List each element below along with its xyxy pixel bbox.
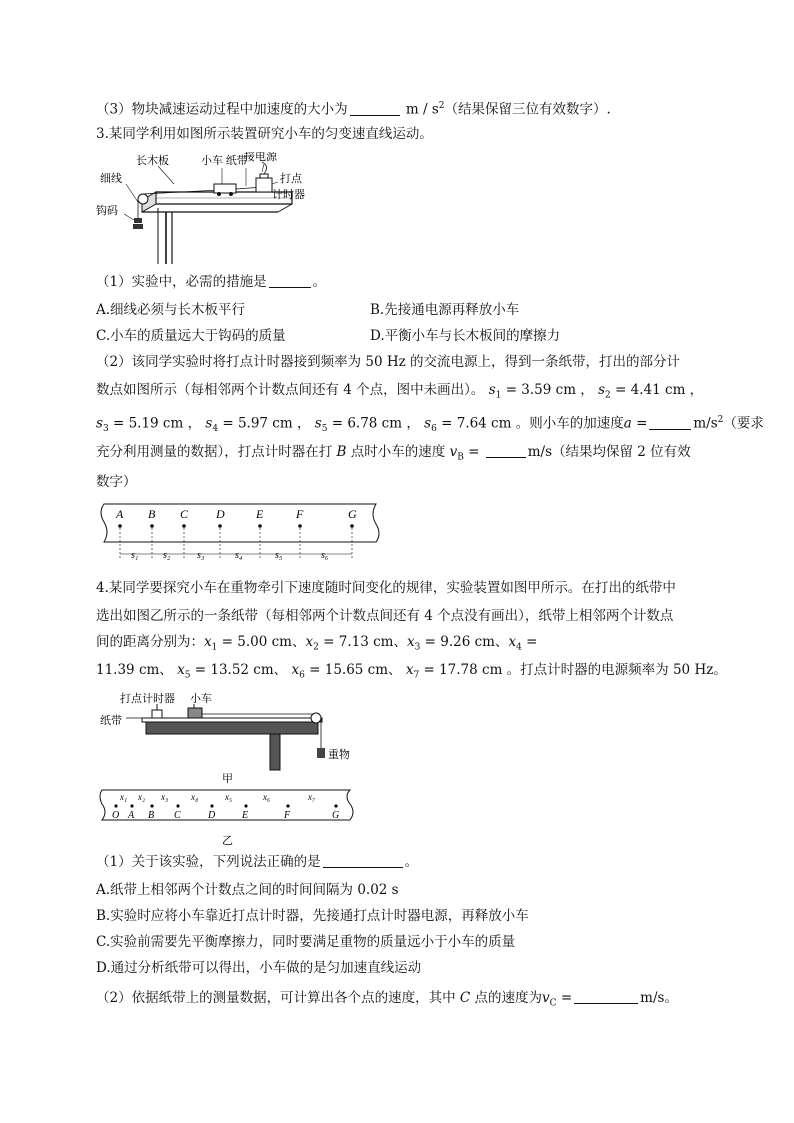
label-yi: 乙: [222, 835, 233, 847]
segment-label: s₄: [235, 550, 243, 561]
label-jia: 甲: [222, 773, 233, 784]
problem4-tape-figure: [98, 786, 358, 850]
tape-point-label: B: [148, 507, 156, 521]
tape-dot: [350, 524, 354, 528]
option-a: A.细线必须与长木板平行: [96, 302, 246, 318]
segment-label: s₂: [163, 550, 171, 561]
problem4-line1: 4.某同学要探究小车在重物牵引下速度随时间变化的规律，实验装置如图甲所示。在打出的纸带中: [96, 580, 676, 596]
segment-label: s₃: [197, 550, 205, 561]
label-long-board: 长木板: [136, 155, 169, 167]
segment-label: x₂: [138, 792, 146, 802]
tape-dot: [130, 804, 133, 807]
segment-label: x₁: [120, 792, 128, 802]
tape-dot: [244, 804, 247, 807]
tape-point-label: E: [256, 507, 264, 521]
label-p4-cart: 小车: [190, 693, 212, 705]
problem4-line3: 间的距离分别为：$x_1 = 5.00$ cm、$x_2 = 7.13$ cm、$x_3 = 9.26$ cm、$x_4$ =: [96, 634, 538, 653]
tape-dot: [286, 804, 289, 807]
tape-point-label: D: [216, 507, 225, 521]
problem3-apparatus-figure: [96, 152, 306, 264]
p4-option-a: A.纸带上相邻两个计数点之间的时间间隔为 0.02 s: [96, 882, 399, 898]
tape-point-label: C: [180, 507, 189, 521]
tape-dot: [176, 804, 179, 807]
answer-blank[interactable]: [649, 415, 691, 430]
problem3-tape-figure: [98, 502, 382, 566]
option-c: C.小车的质量远大于钩码的质量: [96, 328, 286, 344]
problem4-line2: 选出如图乙所示的一条纸带（每相邻两个计数点间还有 4 个点没有画出），纸带上相邻两个计数点: [96, 608, 674, 624]
tape-point-label: B: [148, 810, 155, 821]
tape-point-label: G: [348, 507, 357, 521]
tape-point-label: C: [174, 810, 181, 821]
segment-label: s₅: [275, 550, 283, 561]
tape-dot: [118, 524, 122, 528]
problem4-line4: 11.39 cm、 $x_5 = 13.52$ cm、 $x_6 = 15.65$ cm、 $x_7 = 17.78$ cm 。打点计时器的电源频率为 50 Hz。: [96, 662, 727, 681]
label-timer: 打点: [280, 173, 302, 185]
segment-label: x₅: [225, 792, 233, 802]
problem3-q1: （1）实验中，必需的措施是 。: [96, 274, 327, 290]
label-p4-timer: 打点计时器: [120, 693, 175, 705]
answer-blank[interactable]: [323, 853, 403, 868]
segment-label: x₆: [263, 792, 271, 802]
tape-dot: [258, 524, 262, 528]
label-cart-tape: 小车 纸带: [201, 155, 248, 167]
segment-label: x₃: [161, 792, 169, 802]
problem3-q2-line2: 数点如图所示（每相邻两个计数点间还有 4 个点，图中未画出）。 $s_1 = 3.59$ cm ， $s_2 = 4.41$ cm ，: [96, 382, 704, 401]
segment-label: x₇: [308, 792, 316, 802]
problem3-q2-line1: （2）该同学实验时将打点计时器接到频率为 50 Hz 的交流电源上，得到一条纸带，打出的部分计: [96, 354, 681, 370]
option-d: D.平衡小车与长木板间的摩擦力: [370, 328, 561, 344]
segment-label: s₁: [131, 550, 139, 561]
label-timer2: 计时器: [272, 189, 305, 201]
tape-point-label: D: [208, 810, 216, 821]
label-hook-weight: 钩码: [96, 205, 118, 217]
tape-dot: [298, 524, 302, 528]
p4-option-c: C.实验前需要先平衡摩擦力，同时要满足重物的质量远小于小车的质量: [96, 934, 516, 950]
answer-blank[interactable]: [486, 443, 526, 458]
problem3-q2-line4: 充分利用测量的数据），打点计时器在打 B 点时小车的速度 $v_B = m/s$（结果均保留 2 位有效: [96, 444, 691, 463]
answer-blank[interactable]: [574, 989, 638, 1004]
tape-dot: [210, 804, 213, 807]
segment-label: x₄: [191, 792, 199, 802]
tape-point-label: A: [128, 810, 135, 821]
problem4-q2: （2）依据纸带上的测量数据，可计算出各个点的速度，其中 C 点的速度为$v_C = m/s$。: [96, 990, 678, 1009]
problem3-title: 3.某同学利用如图所示装置研究小车的匀变速直线运动。: [96, 126, 433, 142]
label-p4-weight: 重物: [328, 749, 350, 761]
answer-blank[interactable]: [269, 273, 311, 288]
tape-dot: [334, 804, 337, 807]
problem3-q2-line3: $s_3 = 5.19$ cm ， $s_4 = 5.97$ cm ， $s_5 = 6.78$ cm ， $s_6 = 7.64$ cm 。则小车的加速度$a = m/s^2$（要求: [96, 415, 764, 435]
problem4-q1: （1）关于该实验，下列说法正确的是 。: [96, 854, 419, 870]
p4-option-d: D.通过分析纸带可以得出，小车做的是匀加速直线运动: [96, 960, 422, 976]
tape-point-label: F: [284, 810, 291, 821]
tape-dot: [114, 804, 117, 807]
tape-point-label: E: [242, 810, 249, 821]
tape-point-label: F: [296, 507, 304, 521]
tape-point-label: O: [112, 810, 120, 821]
problem3-q2-line5: 数字）: [96, 474, 137, 490]
label-power: 接电源: [244, 152, 277, 163]
tape-dot: [218, 524, 222, 528]
q3-acceleration-line: （3）物块减速运动过程中加速度的大小为 m / $s^2$（结果保留三位有效数字）.: [96, 101, 611, 118]
option-b: B.先接通电源再释放小车: [370, 302, 520, 318]
tape-point-label: G: [332, 810, 340, 821]
problem4-apparatus-figure: [96, 688, 366, 784]
tape-dot: [150, 524, 154, 528]
p4-option-b: B.实验时应将小车靠近打点计时器，先接通打点计时器电源，再释放小车: [96, 908, 529, 924]
segment-label: s₆: [321, 550, 329, 561]
tape-dot: [150, 804, 153, 807]
label-p4-tape: 纸带: [100, 715, 122, 727]
tape-point-label: A: [116, 507, 124, 521]
answer-blank[interactable]: [350, 101, 400, 116]
tape-dot: [182, 524, 186, 528]
label-thread: 细线: [100, 173, 122, 185]
